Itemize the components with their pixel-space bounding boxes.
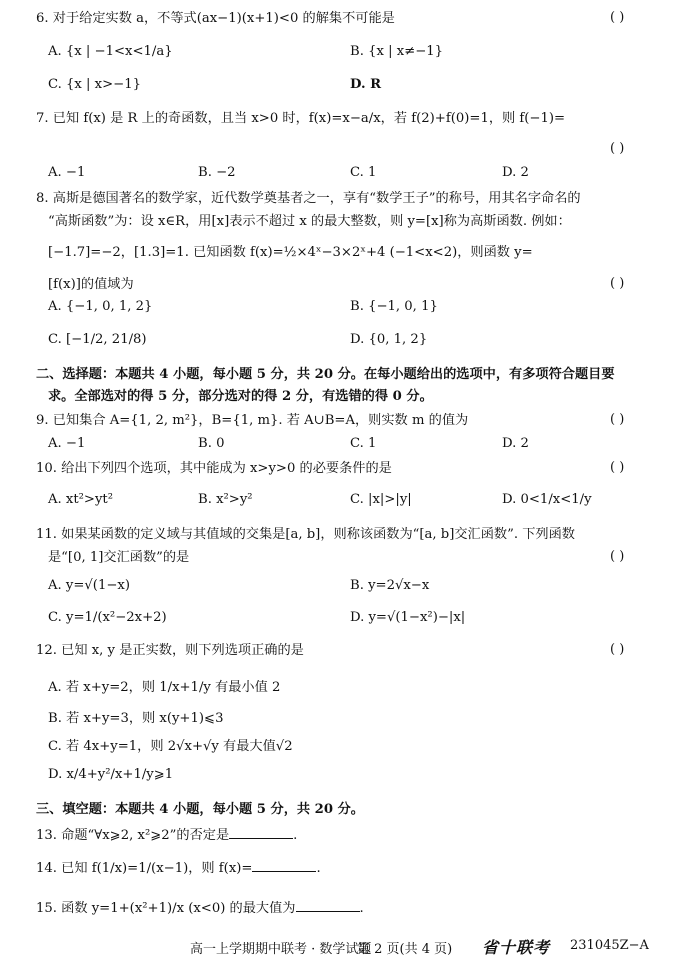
q11-option-b: B. y=2√x−x: [350, 578, 430, 593]
q7-option-d: D. 2: [502, 165, 529, 180]
q10-stem: 10. 给出下列四个选项，其中能成为 x>y>0 的必要条件的是: [36, 461, 392, 476]
q8-option-d: D. {0, 1, 2}: [350, 332, 428, 347]
q8-answer-paren: ( ): [610, 276, 625, 291]
brand-logo: 省十联考: [482, 938, 551, 957]
q7-answer-paren: ( ): [610, 141, 625, 156]
q6-option-a: A. {x | −1<x<1/a}: [48, 44, 173, 59]
q13-end: .: [293, 828, 298, 843]
q15-end: .: [359, 901, 364, 916]
q12-stem: 12. 已知 x, y 是正实数，则下列选项正确的是: [36, 643, 304, 658]
q13-answer-blank: [229, 826, 293, 839]
q6-stem: 6. 对于给定实数 a，不等式(ax−1)(x+1)<0 的解集不可能是: [36, 11, 395, 26]
q13-text: 13. 命题“∀x⩾2, x²⩾2”的否定是: [36, 828, 230, 843]
q8-line-3: [−1.7]=−2，[1.3]=1. 已知函数 f(x)=½×4ˣ−3×2ˣ+4 (−1<x<2)，则函数 y=: [48, 245, 533, 260]
q10-option-b: B. x²>y²: [198, 492, 253, 507]
section-2-note: 求。全部选对的得 5 分，部分选对的得 2 分，有选错的得 0 分。: [48, 389, 433, 404]
page-number: 第 2 页(共 4 页): [357, 942, 453, 957]
q11-option-a: A. y=√(1−x): [48, 578, 130, 593]
q11-answer-paren: ( ): [610, 549, 625, 564]
q6-option-c: C. {x | x>−1}: [48, 77, 141, 92]
q8-line-4: [f(x)]的值域为: [48, 277, 134, 292]
q8-option-b: B. {−1, 0, 1}: [350, 299, 438, 314]
q8-line-2: “高斯函数”为：设 x∈R，用[x]表示不超过 x 的最大整数，则 y=[x]称为高斯函数. 例如：: [48, 214, 571, 229]
q9-stem: 9. 已知集合 A={1, 2, m²}，B={1, m}. 若 A∪B=A，则实数 m 的值为: [36, 413, 469, 428]
q10-answer-paren: ( ): [610, 460, 625, 475]
q15-text: 15. 函数 y=1+(x²+1)/x (x<0) 的最大值为: [36, 901, 296, 916]
q10-option-a: A. xt²>yt²: [48, 492, 114, 507]
q12-option-b: B. 若 x+y=3，则 x(y+1)⩽3: [48, 711, 224, 726]
q6-answer-paren: ( ): [610, 10, 625, 25]
q8-option-c: C. [−1/2, 21/8): [48, 332, 147, 347]
q12-answer-paren: ( ): [610, 642, 625, 657]
q14: [36, 859, 321, 878]
q6-option-b: B. {x | x≠−1}: [350, 44, 444, 59]
q7-option-c: C. 1: [350, 165, 377, 180]
q9-answer-paren: ( ): [610, 412, 625, 427]
q10-option-d: D. 0<1/x<1/y: [502, 492, 592, 507]
q10-option-c: C. |x|>|y|: [350, 492, 412, 507]
q14-text: 14. 已知 f(1/x)=1/(x−1)，则 f(x)=: [36, 861, 253, 876]
section-2-heading: 二、选择题：本题共 4 小题，每小题 5 分，共 20 分。在每小题给出的选项中，有多项符合题目要: [36, 367, 615, 382]
q12-option-c: C. 若 4x+y=1，则 2√x+√y 有最大值√2: [48, 739, 293, 754]
q11-line-1: 11. 如果某函数的定义域与其值域的交集是[a, b]，则称该函数为“[a, b]交汇函数”. 下列函数: [36, 527, 575, 542]
q9-option-a: A. −1: [48, 436, 86, 451]
q7-option-b: B. −2: [198, 165, 236, 180]
q6-option-d: D. R: [350, 77, 382, 92]
q7-option-a: A. −1: [48, 165, 86, 180]
q8-option-a: A. {−1, 0, 1, 2}: [48, 299, 153, 314]
q14-answer-blank: [252, 859, 316, 872]
q13: [36, 826, 297, 845]
section-3-heading: 三、填空题：本题共 4 小题，每小题 5 分，共 20 分。: [36, 802, 364, 817]
q9-option-d: D. 2: [502, 436, 529, 451]
exam-code: 231045Z−A: [570, 938, 649, 953]
q8-line-1: 8. 高斯是德国著名的数学家，近代数学奠基者之一，享有“数学王子”的称号，用其名字命名的: [36, 191, 581, 206]
q15-answer-blank: [296, 899, 360, 912]
q9-option-b: B. 0: [198, 436, 225, 451]
q7-stem: 7. 已知 f(x) 是 R 上的奇函数，且当 x>0 时，f(x)=x−a/x，若 f(2)+f(0)=1，则 f(−1)=: [36, 111, 566, 126]
q11-option-c: C. y=1/(x²−2x+2): [48, 610, 167, 625]
q14-end: .: [316, 861, 321, 876]
q11-line-2: 是“[0, 1]交汇函数”的是: [48, 550, 190, 565]
q15: [36, 899, 364, 918]
q12-option-d: D. x/4+y²/x+1/y⩾1: [48, 767, 174, 782]
q9-option-c: C. 1: [350, 436, 377, 451]
q12-option-a: A. 若 x+y=2，则 1/x+1/y 有最小值 2: [48, 680, 281, 695]
exam-title: 高一上学期期中联考 · 数学试题: [190, 942, 372, 957]
q11-option-d: D. y=√(1−x²)−|x|: [350, 610, 466, 625]
